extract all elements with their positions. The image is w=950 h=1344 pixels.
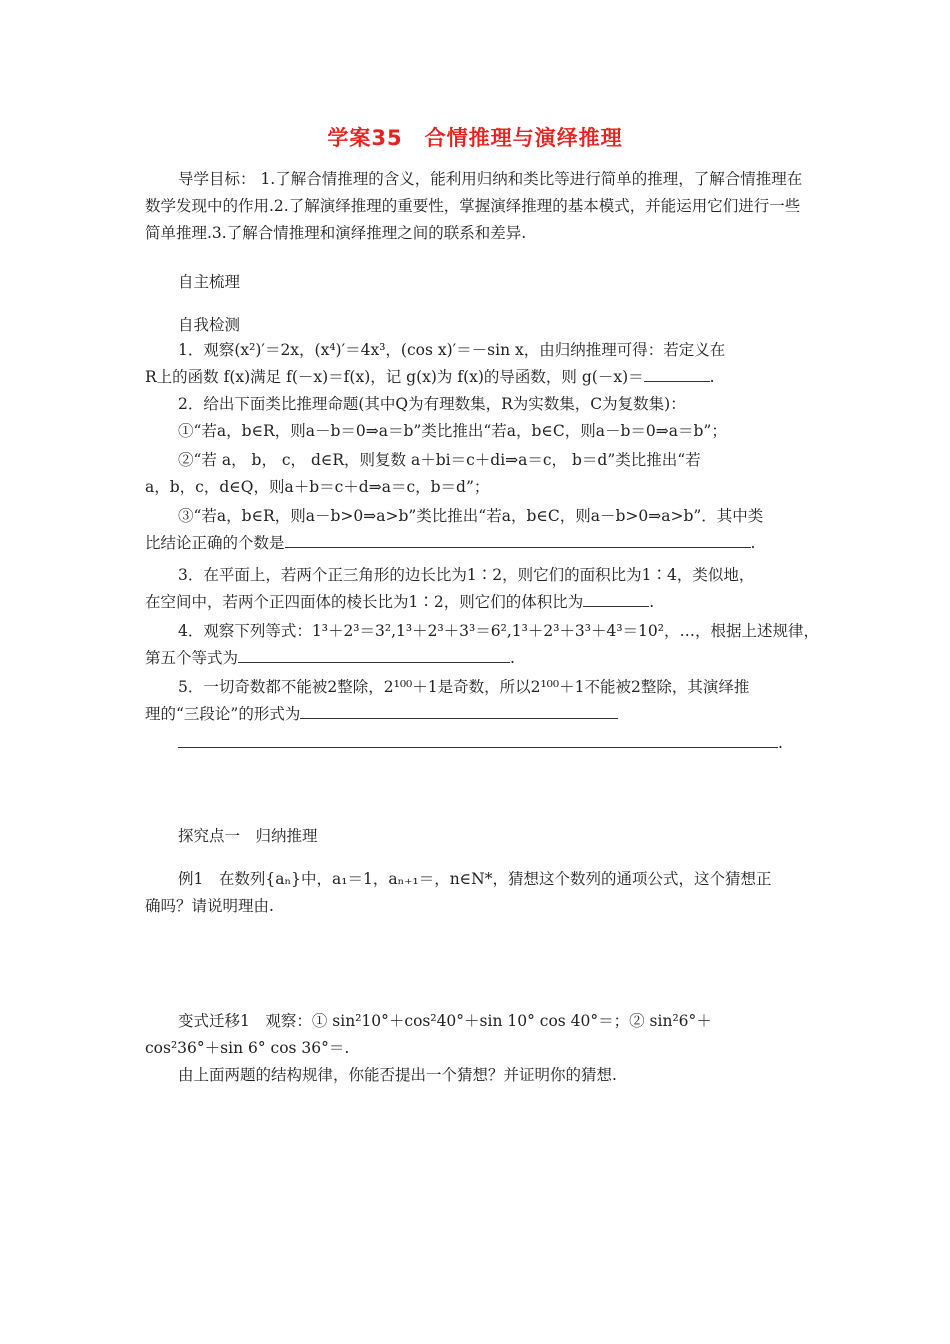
question-5-line-1 [145, 674, 848, 701]
question-2-item-3a: ③“若a，b∈R，则a－b>0⇒a>b”类比推出“若a，b∈C，则a－b>0⇒a>b”．其中类 [178, 507, 764, 525]
question-2-end: . [750, 534, 756, 552]
answer-blank-4[interactable] [238, 645, 510, 663]
question-5-text-a: 一切奇数都不能被2整除，2¹⁰⁰＋1是奇数，所以2¹⁰⁰＋1不能被2整除，其演绎推 [203, 678, 750, 696]
question-2-intro: 给出下面类比推理命题(其中Q为有理数集，R为实数集，C为复数集)： [203, 395, 686, 413]
question-2-item-3b [145, 530, 815, 557]
question-3-line-2 [145, 589, 815, 616]
question-4-number: 4． [178, 622, 204, 640]
answer-blank-5b[interactable] [178, 730, 778, 748]
example-1-line-1 [145, 866, 848, 893]
question-1-line-1 [145, 337, 848, 364]
explore-heading-1: 探究点一 归纳推理 [178, 827, 318, 845]
question-3-number: 3． [178, 566, 204, 584]
answer-blank-5a[interactable] [300, 701, 618, 719]
example-1-text-a: 在数列{aₙ}中，a₁＝1，aₙ₊₁＝，n∈N*，猜想这个数列的通项公式，这个猜想正 [218, 870, 772, 888]
question-3-text-a: 在平面上，若两个正三角形的边长比为1∶2，则它们的面积比为1∶4，类似地， [203, 566, 755, 584]
variant-1-line-1 [145, 1008, 848, 1035]
question-4-text-a: 观察下列等式：1³＋2³＝3²,1³＋2³＋3³＝6²,1³＋2³＋3³＋4³＝10²，…，根据上述规律， [203, 622, 819, 640]
question-5-number: 5． [178, 678, 204, 696]
question-1-text-b: R上的函数 f(x)满足 f(－x)＝f(x)，记 g(x)为 f(x)的导函数，则 g(－x)＝ [145, 368, 644, 386]
question-2-item-2b: a，b，c，d∈Q，则a＋b＝c＋d⇒a＝c，b＝d”； [145, 478, 490, 496]
answer-blank-3[interactable] [583, 589, 649, 607]
question-3-text-b: 在空间中，若两个正四面体的棱长比为1∶2，则它们的体积比为 [145, 593, 584, 611]
question-2-number: 2． [178, 395, 204, 413]
goals-label: 导学目标： [178, 170, 256, 188]
answer-blank-1[interactable] [644, 364, 710, 382]
example-1-line-2: 确吗？请说明理由. [145, 897, 274, 915]
example-1-label: 例1 [178, 870, 219, 888]
question-1-end: . [709, 368, 715, 386]
question-5-text-b: 理的“三段论”的形式为 [145, 705, 301, 723]
question-5-line-3 [178, 730, 818, 757]
variant-1-line-2: cos²36°＋sin 6° cos 36°＝. [145, 1039, 350, 1057]
question-4-line-1 [145, 618, 848, 645]
section-heading-selftest: 自我检测 [178, 316, 241, 334]
question-2-line-1 [145, 391, 848, 418]
answer-blank-2[interactable] [285, 530, 751, 548]
variant-1-line-3: 由上面两题的结构规律，你能否提出一个猜想？并证明你的猜想. [178, 1066, 617, 1084]
question-3-end: . [649, 593, 655, 611]
question-5-line-2 [145, 701, 815, 728]
question-1-text-a: 观察(x²)′＝2x，(x⁴)′＝4x³，(cos x)′＝－sin x，由归纳推理可得：若定义在 [203, 341, 726, 359]
question-3-line-1 [145, 562, 848, 589]
question-4-line-2 [145, 645, 815, 672]
question-5-end: . [778, 734, 783, 752]
section-heading-review: 自主梳理 [178, 273, 241, 291]
question-4-text-b: 第五个等式为 [145, 649, 239, 667]
question-1-number: 1． [178, 341, 204, 359]
question-2-item-1: ①“若a，b∈R，则a－b＝0⇒a＝b”类比推出“若a，b∈C，则a－b＝0⇒a＝b”； [178, 422, 727, 440]
goals-text: 1.了解合情推理的含义，能利用归纳和类比等进行简单的推理，了解合情推理在数学发现中的作用.2.了解演绎推理的重要性，掌握演绎推理的基本模式，并能运用它们进行一些简单推理.3.了解合情推理和演绎推理之间的联系和差异. [145, 170, 803, 242]
variant-1-text-a: 观察：① sin²10°＋cos²40°＋sin 10° cos 40°＝；② sin²6°＋ [265, 1012, 712, 1030]
page-title: 学案35 合情推理与演绎推理 [327, 126, 623, 150]
question-1-line-2 [145, 364, 815, 391]
question-2-text-b: 比结论正确的个数是 [145, 534, 285, 552]
variant-1-label: 变式迁移1 [178, 1012, 266, 1030]
question-4-end: . [510, 649, 515, 667]
question-2-item-2a: ②“若 a， b， c， d∈R，则复数 a＋bi＝c＋di⇒a＝c， b＝d”类比推出“若 [178, 451, 701, 469]
learning-goals [145, 166, 815, 247]
